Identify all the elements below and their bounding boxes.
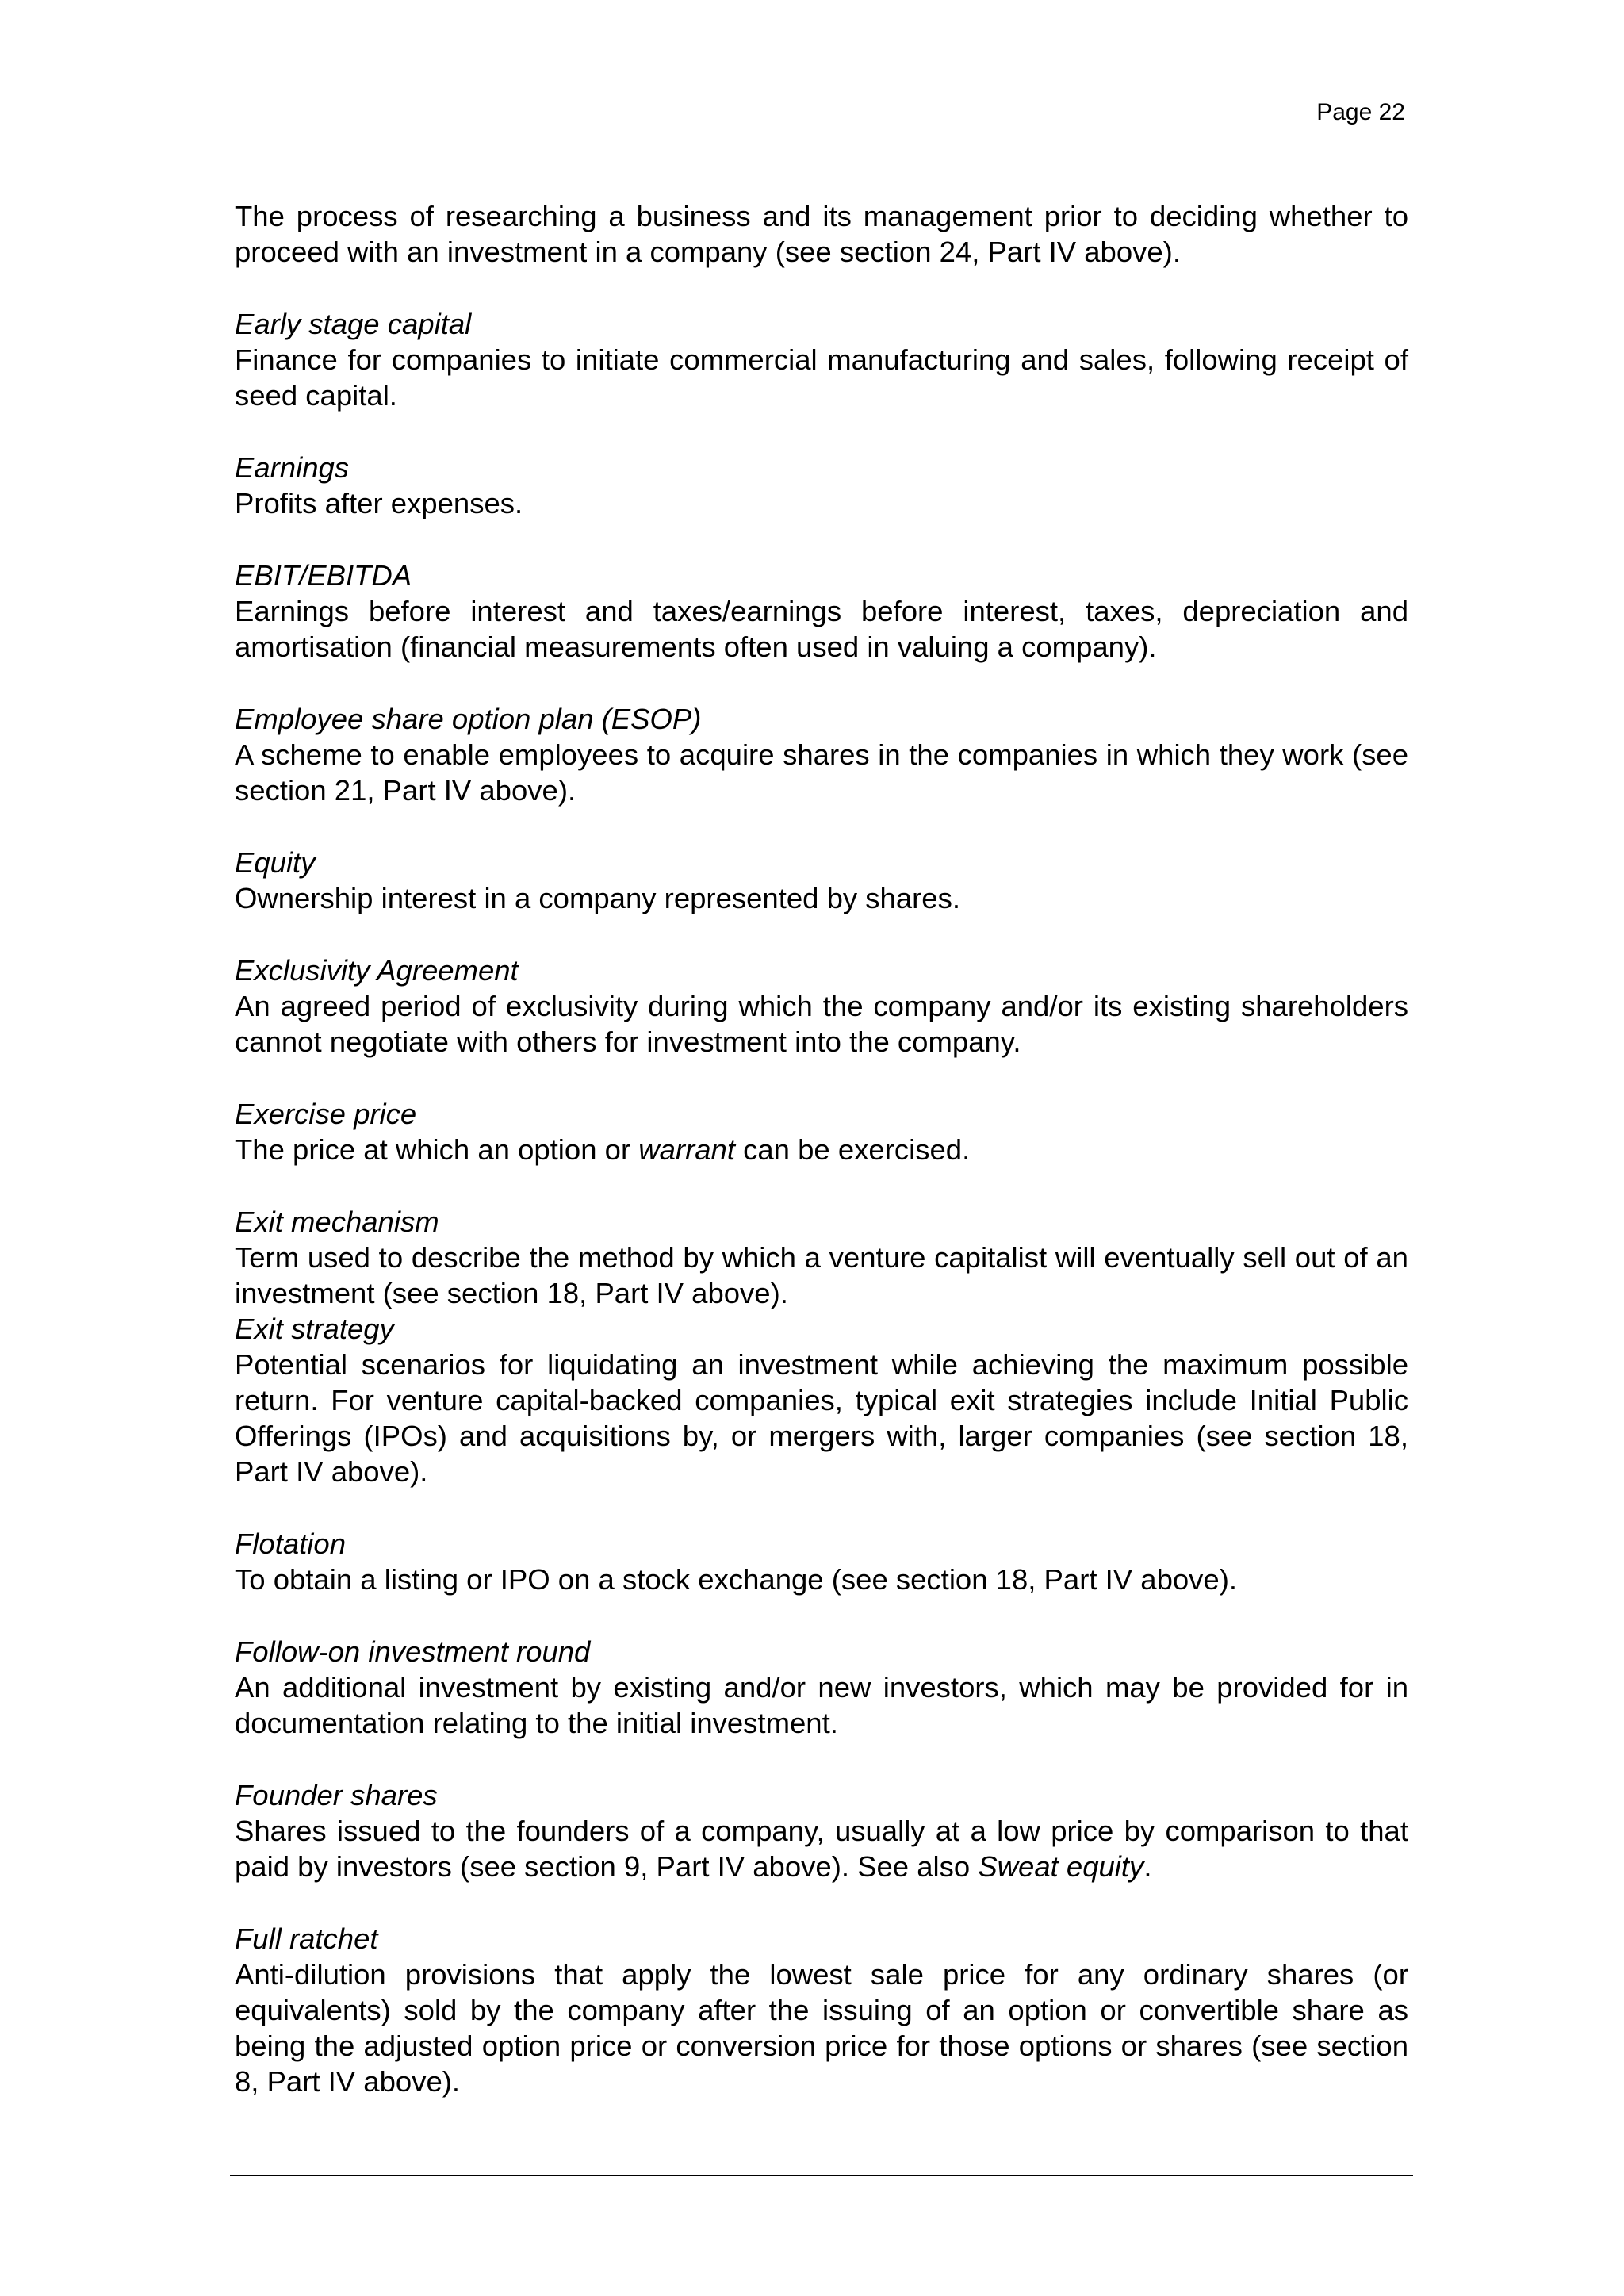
- glossary-definition: A scheme to enable employees to acquire shares in the companies in which they work (see section 21, Part IV above).: [235, 738, 1408, 807]
- glossary-entry-follow-on-investment-round: [235, 1634, 1408, 1741]
- glossary-term: Flotation: [235, 1527, 346, 1560]
- glossary-definition: Finance for companies to initiate commercial manufacturing and sales, following receipt of seed capital.: [235, 343, 1408, 412]
- glossary-term: Equity: [235, 846, 316, 879]
- glossary-definition: Anti-dilution provisions that apply the lowest sale price for any ordinary shares (or equivalents) sold by the company after the issuing of an option or convertible share as being the adjusted option price or conversion price for those options or shares (see section 8, Part IV above).: [235, 1958, 1408, 2098]
- glossary-term: Full ratchet: [235, 1922, 378, 1955]
- glossary-entry-equity: [235, 845, 1408, 916]
- glossary-definition: Ownership interest in a company represented by shares.: [235, 882, 960, 914]
- cross-reference-term: Sweat equity: [978, 1850, 1144, 1883]
- glossary-definition: To obtain a listing or IPO on a stock exchange (see section 18, Part IV above).: [235, 1563, 1238, 1596]
- glossary-definition: Potential scenarios for liquidating an investment while achieving the maximum possible return. For venture capital-backed companies, typical exit strategies include Initial Public Offerings (IPOs) and acquisitions by, or mergers with, larger companies (see section 18, Part IV above).: [235, 1348, 1408, 1488]
- glossary-entry-full-ratchet: [235, 1921, 1408, 2099]
- page-number: Page 22: [1316, 99, 1405, 125]
- glossary-term: Earnings: [235, 451, 350, 484]
- glossary-term: Exclusivity Agreement: [235, 954, 519, 987]
- glossary-entry-founder-shares: [235, 1777, 1408, 1884]
- footer-divider: [230, 2175, 1413, 2176]
- glossary-term: Early stage capital: [235, 308, 472, 340]
- glossary-term: Follow-on investment round: [235, 1635, 591, 1668]
- glossary-entry-early-stage-capital: [235, 306, 1408, 413]
- glossary-definition: An additional investment by existing and/or new investors, which may be provided for in documentation relating to the initial investment.: [235, 1671, 1408, 1739]
- continued-definition: The process of researching a business and its management prior to deciding whether to proceed with an investment in a company (see section 24, Part IV above).: [235, 200, 1408, 268]
- glossary-term: EBIT/EBITDA: [235, 559, 412, 592]
- definition-text: Shares issued to the founders of a company, usually at a low price by comparison to that paid by investors (see section 9, Part IV above). See also: [235, 1815, 1408, 1883]
- glossary-definition: An agreed period of exclusivity during which the company and/or its existing shareholders cannot negotiate with others for investment into the company.: [235, 990, 1408, 1058]
- glossary-entry-exclusivity-agreement: [235, 953, 1408, 1060]
- glossary-term: Exercise price: [235, 1098, 417, 1130]
- glossary-entry-esop: [235, 701, 1408, 808]
- glossary-entry-exercise-price: [235, 1096, 1408, 1167]
- glossary-definition: Profits after expenses.: [235, 487, 523, 519]
- definition-text: .: [1143, 1850, 1152, 1883]
- glossary-term: Founder shares: [235, 1779, 438, 1811]
- glossary-entry-exit-mechanism: [235, 1204, 1408, 1311]
- glossary-content: [235, 198, 1408, 2099]
- glossary-definition: Term used to describe the method by which a venture capitalist will eventually sell out of an investment (see section 18, Part IV above).: [235, 1241, 1408, 1309]
- glossary-definition: [235, 1813, 1408, 1884]
- glossary-term: Exit mechanism: [235, 1205, 439, 1238]
- glossary-definition: [235, 1132, 1408, 1167]
- glossary-term: Employee share option plan (ESOP): [235, 703, 702, 735]
- glossary-term: Exit strategy: [235, 1313, 394, 1345]
- glossary-entry-earnings: [235, 450, 1408, 521]
- glossary-definition: Earnings before interest and taxes/earnings before interest, taxes, depreciation and amortisation (financial measurements often used in valuing a company).: [235, 595, 1408, 663]
- glossary-entry-ebit-ebitda: [235, 558, 1408, 665]
- cross-reference-term: warrant: [638, 1133, 735, 1166]
- definition-text: The price at which an option or: [235, 1133, 639, 1166]
- definition-text: can be exercised.: [734, 1133, 971, 1166]
- glossary-entry-exit-strategy: [235, 1311, 1408, 1489]
- glossary-entry-flotation: [235, 1526, 1408, 1597]
